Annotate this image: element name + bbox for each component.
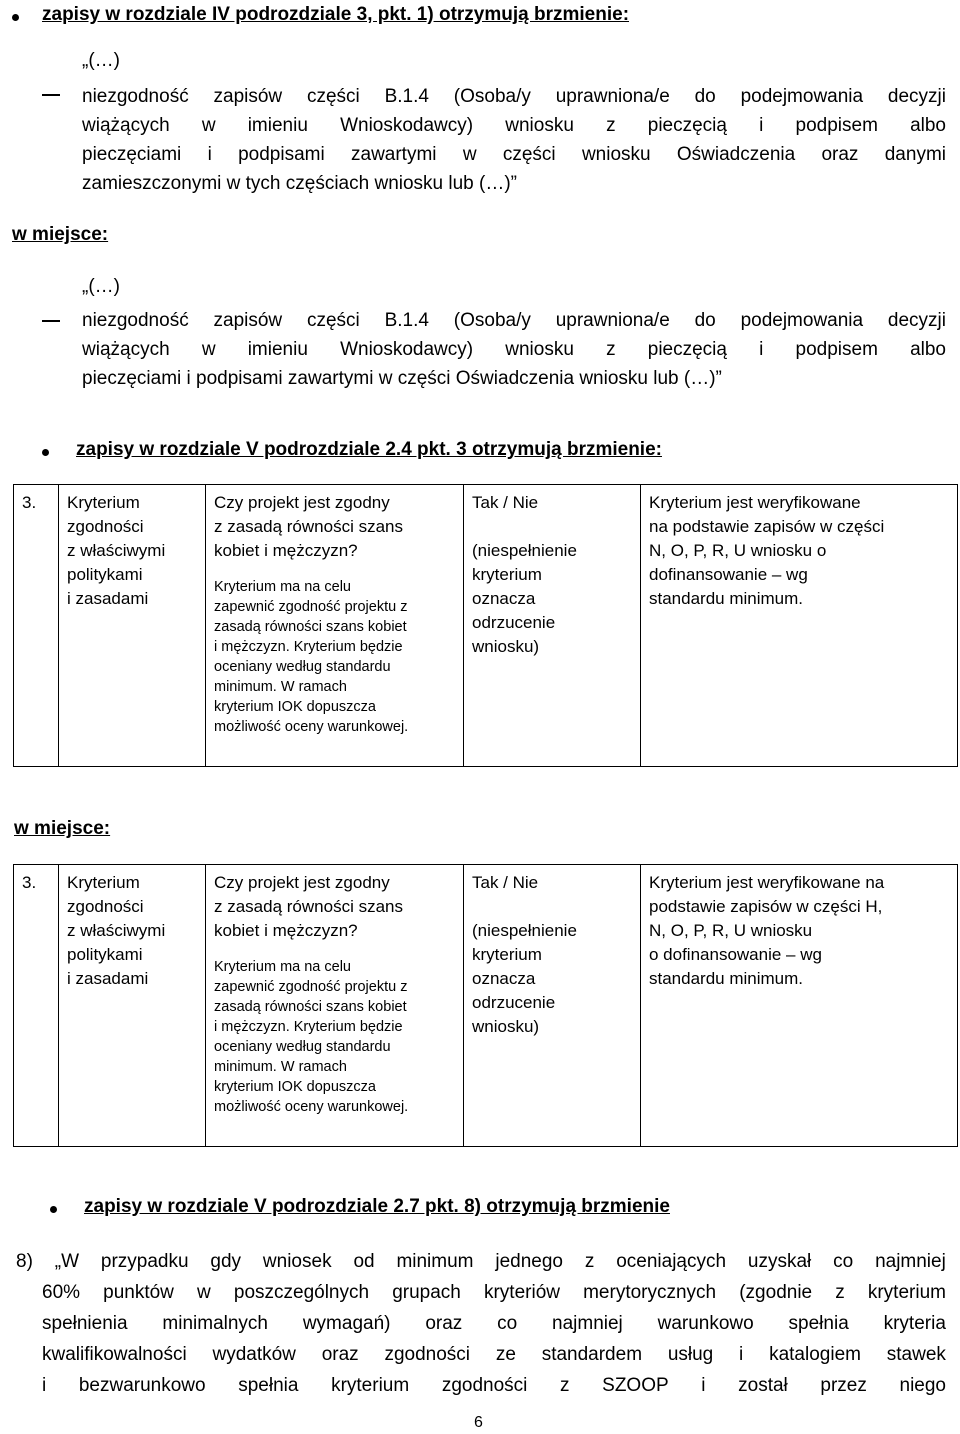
word: ze — [495, 1344, 516, 1365]
word: punktów — [103, 1282, 174, 1303]
criterion-verification — [641, 485, 958, 767]
text-line: zamieszczonymi w tych częściach wniosku lub (…)” — [82, 173, 518, 194]
word: najmniej — [875, 1251, 946, 1272]
word: wniosek — [262, 1251, 332, 1272]
text-line — [16, 1308, 946, 1339]
word: spełnienia — [42, 1313, 128, 1334]
text-line: kryterium — [472, 945, 542, 964]
text-line: zasadą równości szans kobiet — [214, 619, 407, 635]
text-line: o dofinansowanie – wg — [649, 945, 822, 964]
text-line: z właściwymi — [67, 541, 166, 560]
text-line — [16, 1277, 946, 1308]
text-line: Kryterium jest weryfikowane — [649, 493, 861, 512]
word: przez — [820, 1375, 867, 1396]
text-line: na podstawie zapisów w części — [649, 517, 885, 536]
word: standardem — [541, 1344, 643, 1365]
text-line: podstawie zapisów w części H, — [649, 897, 883, 916]
text-line: minimum. W ramach — [214, 1059, 347, 1075]
word: kryterium — [331, 1375, 410, 1396]
text-line: możliwość oceny warunkowej. — [214, 1099, 409, 1115]
criterion-name — [59, 485, 206, 767]
word: jednego — [495, 1251, 563, 1272]
original-text — [82, 82, 946, 198]
word: kryteria — [883, 1313, 946, 1334]
text-line: kobiet i mężczyzn? — [214, 541, 358, 560]
word: minimum — [396, 1251, 474, 1272]
word: zgodności — [384, 1344, 471, 1365]
word: przypadku — [100, 1251, 189, 1272]
word: został — [738, 1375, 788, 1396]
text-line: z zasadą równości szans — [214, 517, 403, 536]
text-line: oznacza — [472, 589, 536, 608]
text-line: niezgodność zapisów części B.1.4 (Osoba/y uprawniona/e do podejmowania decyzji — [82, 310, 946, 331]
word: niego — [899, 1375, 946, 1396]
word: najmniej — [552, 1313, 623, 1334]
text-line: standardu minimum. — [649, 969, 804, 988]
text-line: zasadą równości szans kobiet — [214, 999, 407, 1015]
word: z — [584, 1251, 595, 1272]
word: usług — [667, 1344, 714, 1365]
word: uzyskał — [747, 1251, 812, 1272]
text-line: kobiet i mężczyzn? — [214, 921, 358, 940]
page-number: 6 — [474, 1414, 483, 1431]
word: bezwarunkowo — [78, 1375, 206, 1396]
text-line: dofinansowanie – wg — [649, 565, 808, 584]
word: 60% — [42, 1282, 81, 1303]
text-line: możliwość oceny warunkowej. — [214, 719, 409, 735]
text-line: Kryterium jest weryfikowane na — [649, 873, 885, 892]
word: spełnia — [238, 1375, 299, 1396]
word: grupach — [392, 1282, 461, 1303]
text-line: kryterium IOK dopuszcza — [214, 699, 376, 715]
word: „W — [54, 1251, 80, 1272]
word: merytorycznych — [583, 1282, 717, 1303]
text-line: Tak / Nie — [472, 873, 539, 892]
text-line: z zasadą równości szans — [214, 897, 403, 916]
text-line: kryterium IOK dopuszcza — [214, 1079, 376, 1095]
text-line — [16, 1370, 946, 1401]
word: minimalnych — [162, 1313, 268, 1334]
text-line: i zasadami — [67, 589, 149, 608]
text-line: Kryterium ma na celu — [214, 959, 351, 975]
word: oraz — [321, 1344, 359, 1365]
word: katalogiem — [769, 1344, 861, 1365]
text-line: oceniany według standardu — [214, 659, 391, 675]
word: wymagań) — [302, 1313, 391, 1334]
criterion-number: 3. — [14, 865, 59, 1147]
word: w — [197, 1282, 211, 1303]
text-line: kryterium — [472, 565, 542, 584]
text-line: (niespełnienie — [472, 921, 577, 940]
criteria-table-1 — [13, 484, 958, 767]
section2-heading: zapisy w rozdziale V podrozdziale 2.4 pkt. 3 otrzymują brzmienie: — [76, 439, 662, 460]
text-line: wniosku) — [472, 1017, 540, 1036]
word: kwalifikowalności — [42, 1344, 187, 1365]
word: co — [833, 1251, 854, 1272]
criterion-question — [206, 485, 464, 767]
word: kryterium — [867, 1282, 946, 1303]
quote-open: „(…) — [82, 50, 120, 71]
text-line: wniosku) — [472, 637, 540, 656]
point-8-text — [16, 1246, 946, 1401]
text-line: Czy projekt jest zgodny — [214, 873, 390, 892]
word: zgodności — [441, 1375, 528, 1396]
section3-heading: zapisy w rozdziale V podrozdziale 2.7 pkt. 8) otrzymują brzmienie — [84, 1196, 670, 1217]
criterion-answer — [464, 865, 641, 1147]
text-line: Tak / Nie — [472, 493, 539, 512]
word: 8) — [16, 1251, 33, 1272]
text-line: z właściwymi — [67, 921, 166, 940]
text-line: wiążących w imieniu Wnioskodawcy) wniosku z pieczęcią i podpisem albo — [82, 339, 946, 360]
text-line — [16, 1339, 946, 1370]
text-line: N, O, P, R, U wniosku — [649, 921, 813, 940]
criterion-question — [206, 865, 464, 1147]
text-line: zgodności — [67, 517, 144, 536]
dash-icon — [42, 320, 60, 322]
word: oraz — [425, 1313, 463, 1334]
word: warunkowo — [657, 1313, 754, 1334]
text-line: politykami — [67, 945, 143, 964]
word: i — [42, 1375, 47, 1396]
word: kryteriów — [483, 1282, 560, 1303]
criterion-name — [59, 865, 206, 1147]
new-text — [82, 306, 946, 393]
text-line: odrzucenie — [472, 993, 556, 1012]
replace-label: w miejsce: — [12, 224, 109, 245]
text-line: i mężczyzn. Kryterium będzie — [214, 1019, 403, 1035]
word: stawek — [886, 1344, 946, 1365]
text-line: i mężczyzn. Kryterium będzie — [214, 639, 403, 655]
text-line: i zasadami — [67, 969, 149, 988]
bullet-icon — [12, 14, 19, 21]
text-line: N, O, P, R, U wniosku o — [649, 541, 827, 560]
text-line: oznacza — [472, 969, 536, 988]
criterion-number: 3. — [14, 485, 59, 767]
word: z — [560, 1375, 570, 1396]
text-line: pieczęciami i podpisami zawartymi w części Oświadczenia wniosku lub (…)” — [82, 368, 722, 389]
text-line: wiążących w imieniu Wnioskodawcy) wniosku z pieczęcią i podpisem albo — [82, 115, 946, 136]
text-line: Kryterium — [67, 873, 140, 892]
text-line: oceniany według standardu — [214, 1039, 391, 1055]
word: SZOOP — [602, 1375, 669, 1396]
text-line: niezgodność zapisów części B.1.4 (Osoba/y uprawniona/e do podejmowania decyzji — [82, 86, 946, 107]
word: spełnia — [788, 1313, 849, 1334]
word: gdy — [210, 1251, 242, 1272]
text-line: standardu minimum. — [649, 589, 804, 608]
criteria-table-2 — [13, 864, 958, 1147]
word: oceniających — [616, 1251, 727, 1272]
replace-label: w miejsce: — [14, 818, 111, 839]
text-line: (niespełnienie — [472, 541, 577, 560]
word: poszczególnych — [233, 1282, 370, 1303]
word: od — [353, 1251, 375, 1272]
section1-heading: zapisy w rozdziale IV podrozdziale 3, pkt. 1) otrzymują brzmienie: — [42, 4, 630, 25]
bullet-icon — [50, 1206, 57, 1213]
text-line: Kryterium ma na celu — [214, 579, 351, 595]
word: co — [497, 1313, 518, 1334]
text-line: pieczęciami i podpisami zawartymi w części wniosku Oświadczenia oraz danymi — [82, 144, 946, 165]
text-line — [16, 1246, 946, 1277]
text-line: Czy projekt jest zgodny — [214, 493, 390, 512]
text-line: zapewnić zgodność projektu z — [214, 599, 408, 615]
text-line: zgodności — [67, 897, 144, 916]
text-line: zapewnić zgodność projektu z — [214, 979, 408, 995]
word: (zgodnie — [739, 1282, 813, 1303]
criterion-description — [214, 957, 455, 1117]
criterion-verification — [641, 865, 958, 1147]
quote-open: „(…) — [82, 276, 120, 297]
text-line: odrzucenie — [472, 613, 556, 632]
word: i — [739, 1344, 744, 1365]
text-line: politykami — [67, 565, 143, 584]
text-line: Kryterium — [67, 493, 140, 512]
word: wydatków — [212, 1344, 296, 1365]
dash-icon — [42, 94, 60, 96]
text-line: minimum. W ramach — [214, 679, 347, 695]
word: z — [835, 1282, 845, 1303]
criterion-answer — [464, 485, 641, 767]
bullet-icon — [42, 449, 49, 456]
criterion-description — [214, 577, 455, 737]
word: i — [701, 1375, 706, 1396]
